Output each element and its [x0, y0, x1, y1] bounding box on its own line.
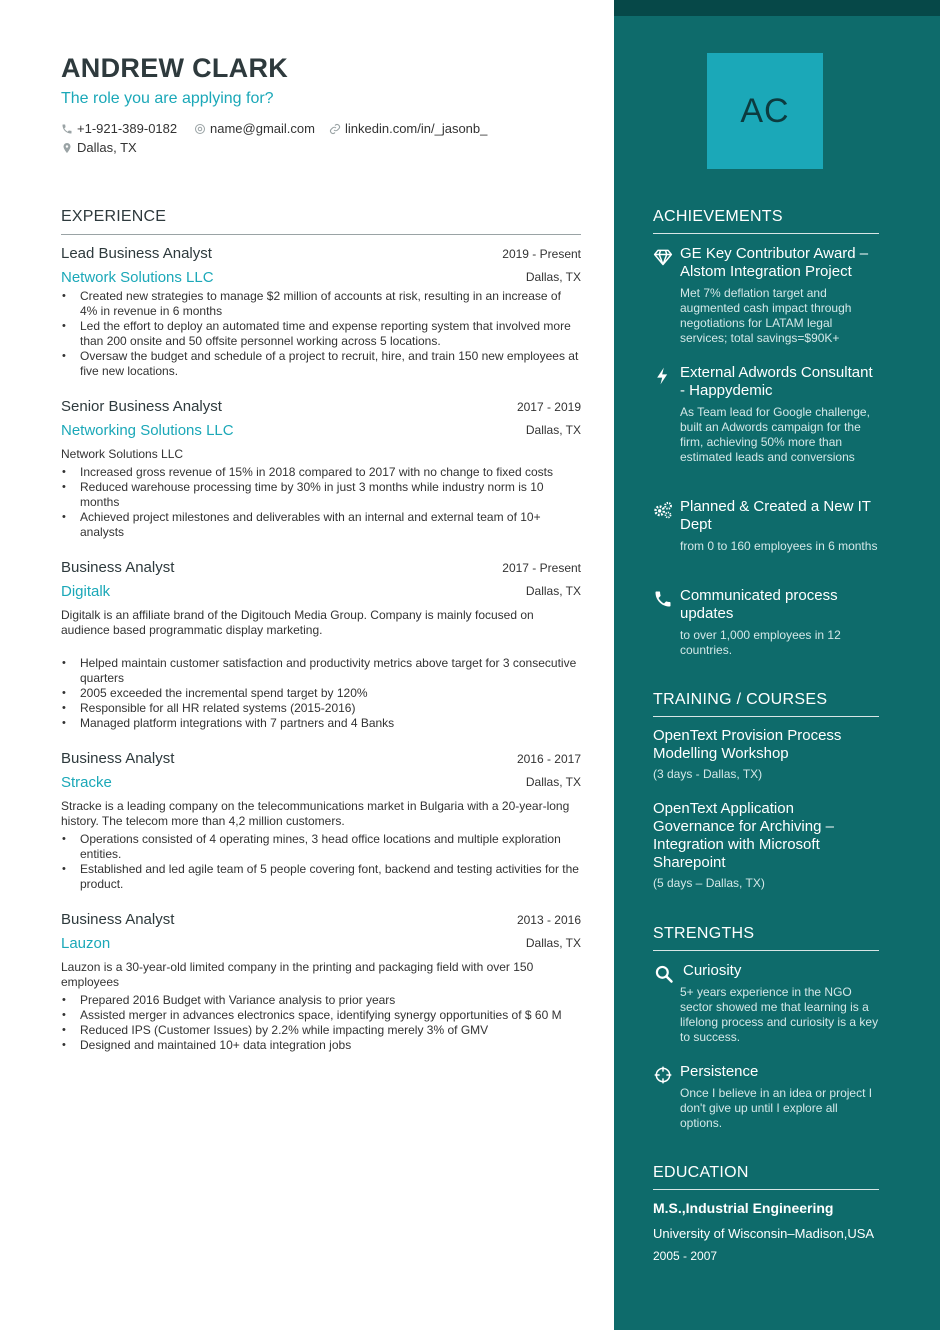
job-bullet: • 2005 exceeded the incremental spend target by 120%	[61, 686, 581, 701]
job-company: Lauzon	[61, 935, 111, 952]
job-details	[61, 960, 581, 1053]
job-details	[61, 799, 581, 892]
contact-location	[61, 140, 137, 155]
strength-title: Curiosity	[683, 962, 742, 979]
achievements-heading: ACHIEVEMENTS	[653, 208, 783, 225]
job-dates: 2013 - 2016	[516, 913, 581, 927]
job-bullets	[61, 993, 581, 1053]
achievement-title: GE Key Contributor Award – Alstom Integration Project	[680, 245, 869, 280]
achievement-title: Communicated process updates	[680, 587, 838, 622]
job-description: Digitalk is an affiliate brand of the Digitouch Media Group. Company is mainly focused on audience based programmatic display marketing.	[61, 608, 534, 637]
strengths-divider	[653, 950, 879, 951]
achievement-desc: Met 7% deflation target and augmented cash impact through negotiations for LATAM legal services; total savings=$90K+	[680, 286, 852, 345]
job-bullet: • Created new strategies to manage $2 million of accounts at risk, resulting in an increase of 4% in revenue in 6 months	[61, 289, 581, 319]
sidebar	[614, 0, 940, 1330]
location-text: Dallas, TX	[77, 140, 137, 155]
candidate-name: ANDREW CLARK	[61, 53, 289, 83]
training-divider	[653, 716, 879, 717]
job-bullet: • Managed platform integrations with 7 partners and 4 Banks	[61, 716, 581, 731]
job-company: Digitalk	[61, 583, 111, 600]
job-description: Network Solutions LLC	[61, 447, 184, 461]
job-dates: 2019 - Present	[502, 247, 581, 261]
link-icon	[329, 123, 341, 135]
job-location: Dallas, TX	[525, 423, 581, 437]
job-bullet: • Operations consisted of 4 operating mines, 3 head office locations and multiple exploration entities.	[61, 832, 581, 862]
job-bullets	[61, 656, 581, 731]
strength-desc: 5+ years experience in the NGO sector showed me that learning is a lifelong process and curiosity is a key to success.	[680, 985, 879, 1044]
job-company: Network Solutions LLC	[61, 269, 214, 286]
job-location: Dallas, TX	[525, 584, 581, 598]
job-title: Business Analyst	[61, 911, 175, 928]
job-bullet: • Designed and maintained 10+ data integration jobs	[61, 1038, 581, 1053]
linkedin-text: linkedin.com/in/_jasonb_	[345, 121, 488, 136]
experience-heading: EXPERIENCE	[61, 208, 167, 225]
job-details	[61, 289, 581, 379]
job-bullet: • Reduced IPS (Customer Issues) by 2.2% while impacting merely 3% of GMV	[61, 1023, 581, 1038]
job-bullet: • Assisted merger in advances electronics space, identifying synergy opportunities of $ 60 M	[61, 1008, 581, 1023]
gears-icon	[653, 500, 673, 520]
job-description: Stracke is a leading company on the telecommunications market in Bulgaria with a 20-year-long history. The telecom more than 4,2 million customers.	[61, 799, 570, 828]
course-title: OpenText Application Governance for Archiving – Integration with Microsoft Sharepoint	[653, 800, 834, 871]
job-location: Dallas, TX	[525, 936, 581, 950]
lightning-icon	[653, 366, 673, 386]
job-dates: 2017 - Present	[502, 561, 581, 575]
job-title: Business Analyst	[61, 750, 175, 767]
job-bullet: • Reduced warehouse processing time by 30% in just 3 months while industry norm is 10 months	[61, 480, 581, 510]
education-heading: EDUCATION	[653, 1164, 749, 1181]
job-bullet: • Achieved project milestones and deliverables with an internal and external team of 10+ analysts	[61, 510, 581, 540]
job-details	[61, 447, 581, 540]
job-title: Business Analyst	[61, 559, 175, 576]
crosshair-icon	[653, 1065, 673, 1085]
job-bullet: • Oversaw the budget and schedule of a project to recruit, hire, and train 150 new employees at five new locations.	[61, 349, 581, 379]
location-pin-icon	[61, 142, 73, 154]
course-desc: (3 days - Dallas, TX)	[653, 767, 763, 781]
phone-icon	[653, 589, 673, 609]
job-bullets	[61, 832, 581, 892]
at-icon	[194, 123, 206, 135]
job-bullets	[61, 289, 581, 379]
search-icon	[654, 964, 674, 984]
education-degree: M.S.,Industrial Engineering	[653, 1200, 834, 1216]
experience-divider	[61, 234, 581, 235]
phone-icon	[61, 123, 73, 135]
strength-desc: Once I believe in an idea or project I don't give up until I explore all options.	[680, 1086, 873, 1130]
course-desc: (5 days – Dallas, TX)	[653, 876, 765, 890]
job-location: Dallas, TX	[525, 270, 581, 284]
strengths-heading: STRENGTHS	[653, 925, 755, 942]
job-bullets	[61, 465, 581, 540]
achievement-title: External Adwords Consultant - Happydemic	[680, 364, 873, 399]
achievement-desc: from 0 to 160 employees in 6 months	[680, 539, 878, 553]
avatar: AC	[707, 53, 823, 169]
job-bullet: • Responsible for all HR related systems (2015-2016)	[61, 701, 581, 716]
job-bullet: • Prepared 2016 Budget with Variance analysis to prior years	[61, 993, 581, 1008]
sidebar-top-band	[614, 0, 940, 16]
achievement-title: Planned & Created a New IT Dept	[680, 498, 871, 533]
job-bullet: • Established and led agile team of 5 people covering font, backend and testing activities for the product.	[61, 862, 581, 892]
job-company: Stracke	[61, 774, 112, 791]
contact-linkedin[interactable]	[329, 121, 487, 136]
achievement-desc: As Team lead for Google challenge, built an Adwords campaign for the firm, achieving 50% more than estimated leads and conversions	[680, 405, 870, 464]
strength-title: Persistence	[680, 1063, 759, 1080]
job-dates: 2017 - 2019	[516, 400, 581, 414]
achievement-desc: to over 1,000 employees in 12 countries.	[680, 628, 841, 657]
email-text: name@gmail.com	[210, 121, 315, 136]
education-school: University of Wisconsin–Madison,USA	[653, 1226, 875, 1241]
job-details	[61, 608, 581, 731]
candidate-role: The role you are applying for?	[61, 90, 274, 107]
achievements-divider	[653, 233, 879, 234]
job-company: Networking Solutions LLC	[61, 422, 234, 439]
education-divider	[653, 1189, 879, 1190]
job-description: Lauzon is a 30-year-old limited company in the printing and packaging field with over 150 employees	[61, 960, 534, 989]
education-years: 2005 - 2007	[653, 1249, 718, 1263]
job-title: Lead Business Analyst	[61, 245, 212, 262]
course-title: OpenText Provision Process Modelling Workshop	[653, 727, 842, 762]
job-dates: 2016 - 2017	[516, 752, 581, 766]
job-title: Senior Business Analyst	[61, 398, 222, 415]
job-bullet: • Led the effort to deploy an automated time and expense reporting system that involved more than 200 onsite and 50 offsite personnel working across 5 locations.	[61, 319, 581, 349]
job-bullet: • Increased gross revenue of 15% in 2018 compared to 2017 with no change to fixed costs	[61, 465, 581, 480]
phone-text: +1-921-389-0182	[77, 121, 178, 136]
contact-phone	[61, 121, 177, 136]
diamond-icon	[653, 247, 673, 267]
job-bullet: • Helped maintain customer satisfaction and productivity metrics above target for 3 consecutive quarters	[61, 656, 581, 686]
job-location: Dallas, TX	[525, 775, 581, 789]
training-heading: TRAINING / COURSES	[653, 691, 828, 708]
contact-email[interactable]	[194, 121, 315, 136]
